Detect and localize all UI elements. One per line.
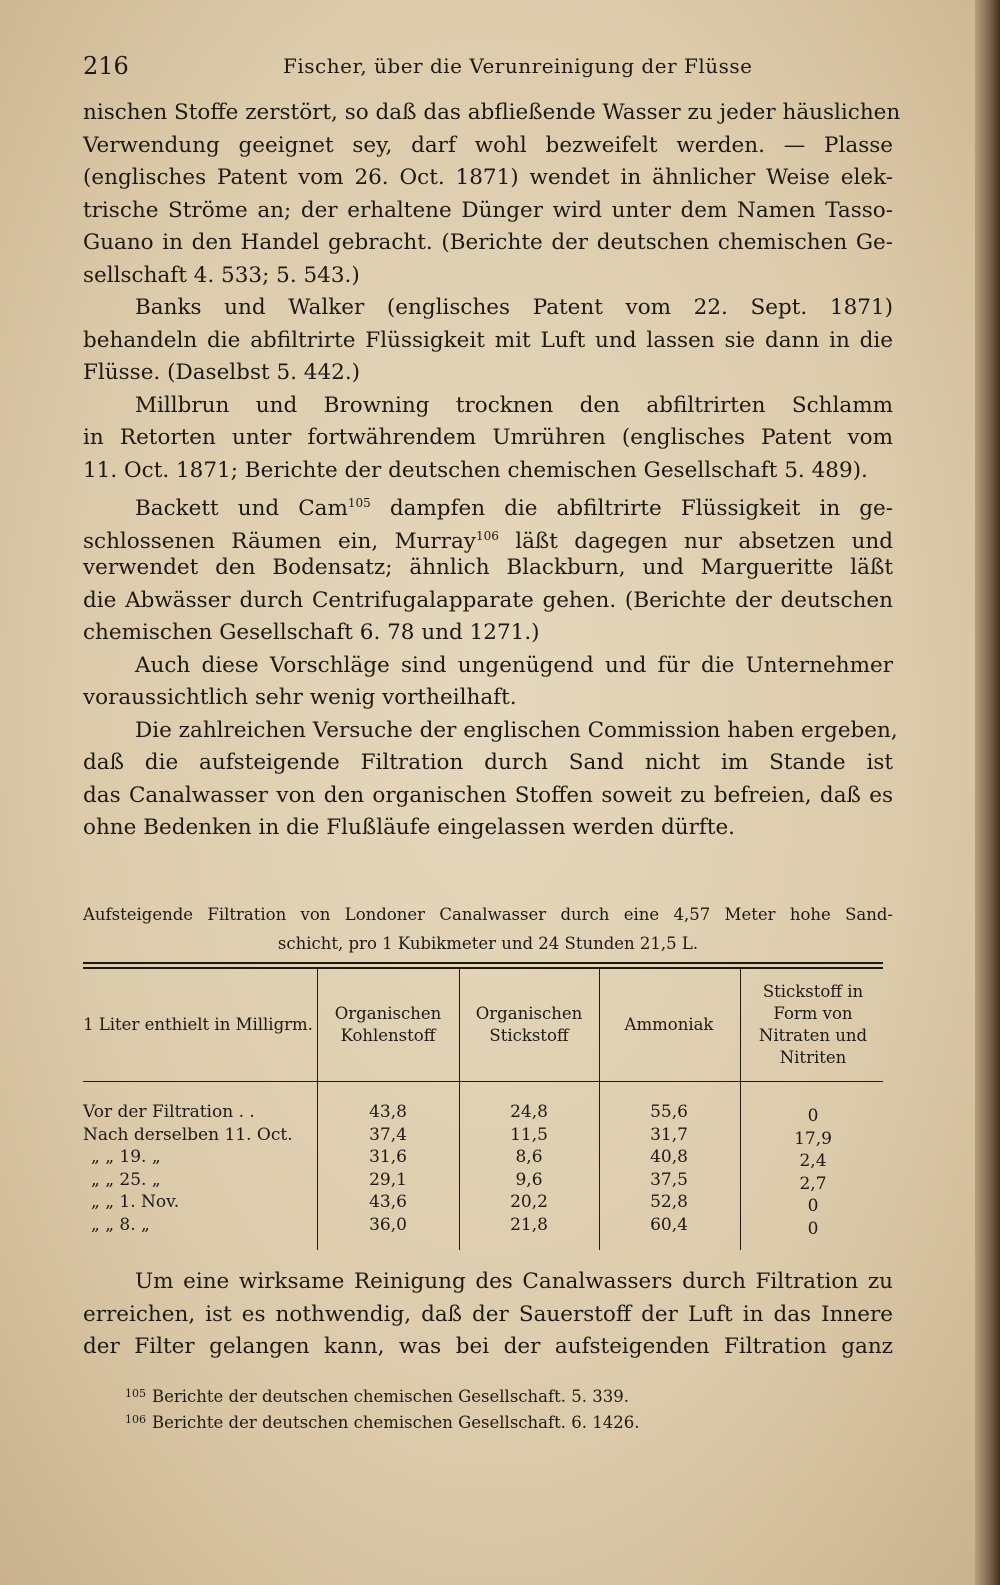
- table-body: [83, 1101, 883, 1239]
- footnotes: [125, 1382, 639, 1434]
- table-cell: 37,4: [369, 1124, 407, 1145]
- table-row: [83, 1124, 883, 1147]
- table-top-rule: [83, 962, 883, 969]
- header-cell: Organischen Kohlenstoff: [334, 1004, 442, 1045]
- text-line: Millbrun und Browning trocknen den abfiltrirten Schlamm: [135, 392, 893, 418]
- text-line: trische Ströme an; der erhaltene Dünger wird unter dem Namen Tasso-: [83, 197, 893, 223]
- header-rule: [83, 1081, 883, 1082]
- table-cell: 20,2: [510, 1192, 548, 1212]
- text-line: Um eine wirksame Reinigung des Canalwassers durch Filtration zu: [135, 1269, 893, 1294]
- footnote-reference: 105: [347, 496, 371, 510]
- text-line: der Filter gelangen kann, was bei der aufsteigenden Filtration ganz: [83, 1334, 893, 1359]
- table-cell: 40,8: [650, 1147, 688, 1167]
- row-label: „ „ 8. „: [91, 1214, 150, 1235]
- table-row: [83, 1191, 883, 1214]
- page-number: 216: [83, 52, 129, 80]
- table-cell: 37,5: [650, 1169, 688, 1190]
- row-label: Vor der Filtration . .: [83, 1102, 255, 1122]
- table-row: [83, 1214, 883, 1237]
- footnote: [125, 1408, 639, 1434]
- text-line: Banks und Walker (englisches Patent vom 22. Sept. 1871): [135, 295, 893, 320]
- header-cell: 1 Liter enthielt in Milligrm.: [83, 1015, 313, 1034]
- table-caption: [83, 900, 893, 958]
- table-cell: 0: [807, 1218, 819, 1239]
- main-text: [83, 97, 901, 845]
- text-line: die Abwässer durch Centrifugalapparate gehen. (Berichte der deutschen: [83, 587, 893, 613]
- text-line: Auch diese Vorschläge sind ungenügend und für die Unternehmer: [135, 652, 893, 678]
- text-line: ohne Bedenken in die Flußläufe eingelassen werden dürfte.: [83, 815, 736, 840]
- row-label: Nach derselben 11. Oct.: [83, 1124, 293, 1145]
- table-cell: 52,8: [650, 1192, 688, 1212]
- text-segment: Backett und Cam: [135, 496, 348, 521]
- header-cell: Ammoniak: [624, 1015, 714, 1034]
- footnote-reference: 106: [475, 528, 499, 543]
- table-cell: 55,6: [650, 1102, 688, 1122]
- text-line: Guano in den Handel gebracht. (Berichte der deutschen chemischen Ge-: [83, 230, 893, 255]
- table-cell: 31,6: [369, 1147, 407, 1167]
- footnote-mark: 106: [125, 1413, 146, 1426]
- footnote-text: Berichte der deutschen chemischen Gesellschaft. 6. 1426.: [152, 1413, 640, 1432]
- text-line: verwendet den Bodensatz; ähnlich Blackburn, und Margueritte läßt: [83, 555, 893, 580]
- table-cell: 0: [807, 1196, 819, 1216]
- text-line: [83, 520, 893, 553]
- footnote-mark: 105: [125, 1387, 146, 1400]
- text-line: daß die aufsteigende Filtration durch Sand nicht im Stande ist: [83, 750, 893, 775]
- text-line: 11. Oct. 1871; Berichte der deutschen chemischen Gesellschaft 5. 489).: [83, 457, 868, 483]
- table-row: [83, 1101, 883, 1124]
- table-cell: 0: [807, 1106, 819, 1126]
- footnote-text: Berichte der deutschen chemischen Gesellschaft. 5. 339.: [152, 1387, 629, 1406]
- text-line: [83, 487, 893, 520]
- table-cell: 11,5: [510, 1124, 548, 1145]
- text-line: voraussichtlich sehr wenig vortheilhaft.: [83, 685, 517, 710]
- table-cell: 31,7: [650, 1124, 688, 1145]
- header-cell: Organischen Stickstoff: [475, 1004, 583, 1045]
- text-line: erreichen, ist es nothwendig, daß der Sauerstoff der Luft in das Innere: [83, 1301, 893, 1327]
- page-header: [83, 52, 903, 84]
- footnote: [125, 1382, 639, 1408]
- table-header: [83, 969, 883, 1081]
- filtration-table: [83, 962, 883, 1239]
- text-segment: schlossenen Räumen ein, Murray: [83, 528, 476, 554]
- text-line: behandeln die abfiltrirte Flüssigkeit mit Luft und lassen sie dann in die: [83, 327, 893, 353]
- text-segment: läßt dagegen nur absetzen und: [515, 528, 893, 554]
- text-line: sellschaft 4. 533; 5. 543.): [83, 262, 360, 288]
- table-cell: 2,7: [799, 1173, 827, 1194]
- table-cell: 2,4: [799, 1151, 827, 1171]
- header-cell: Stickstoff in Form von Nitraten und Nitriten: [758, 982, 868, 1067]
- text-line: Verwendung geeignet sey, darf wohl bezweifelt werden. — Plasse: [83, 132, 893, 158]
- running-head: Fischer, über die Verunreinigung der Flüsse: [283, 54, 753, 78]
- text-line: das Canalwasser von den organischen Stoffen soweit zu befreien, daß es: [83, 782, 893, 808]
- row-label: „ „ 19. „: [91, 1147, 161, 1167]
- table-cell: 43,6: [369, 1192, 407, 1212]
- table-cell: 24,8: [510, 1102, 548, 1122]
- text-line: Die zahlreichen Versuche der englischen Commission haben ergeben,: [135, 717, 898, 743]
- table-cell: 36,0: [369, 1214, 407, 1235]
- text-line: in Retorten unter fortwährendem Umrühren (englisches Patent vom: [83, 425, 893, 450]
- table-row: [83, 1169, 883, 1192]
- text-segment: dampfen die abfiltrirte Flüssigkeit in ge-: [389, 496, 893, 521]
- closing-text: [83, 1266, 893, 1364]
- book-spine-edge: [975, 0, 1000, 1585]
- text-line: chemischen Gesellschaft 6. 78 und 1271.): [83, 620, 540, 645]
- table-row: [83, 1146, 883, 1169]
- row-label: „ „ 25. „: [91, 1169, 161, 1190]
- text-line: nischen Stoffe zerstört, so daß das abfließende Wasser zu jeder häuslichen: [83, 100, 901, 125]
- text-line: (englisches Patent vom 26. Oct. 1871) wendet in ähnlicher Weise elek-: [83, 165, 893, 190]
- caption-line: schicht, pro 1 Kubikmeter und 24 Stunden 21,5 L.: [277, 934, 699, 953]
- table-cell: 9,6: [515, 1169, 543, 1190]
- table-cell: 21,8: [510, 1214, 548, 1235]
- table-cell: 60,4: [650, 1214, 688, 1235]
- text-line: Flüsse. (Daselbst 5. 442.): [83, 360, 361, 385]
- table-cell: 29,1: [369, 1169, 407, 1190]
- table-cell: 43,8: [369, 1102, 407, 1122]
- caption-line: Aufsteigende Filtration von Londoner Canalwasser durch eine 4,57 Meter hohe Sand-: [83, 905, 893, 924]
- table-cell: 17,9: [794, 1128, 832, 1149]
- table-cell: 8,6: [515, 1147, 543, 1167]
- row-label: „ „ 1. Nov.: [91, 1192, 180, 1212]
